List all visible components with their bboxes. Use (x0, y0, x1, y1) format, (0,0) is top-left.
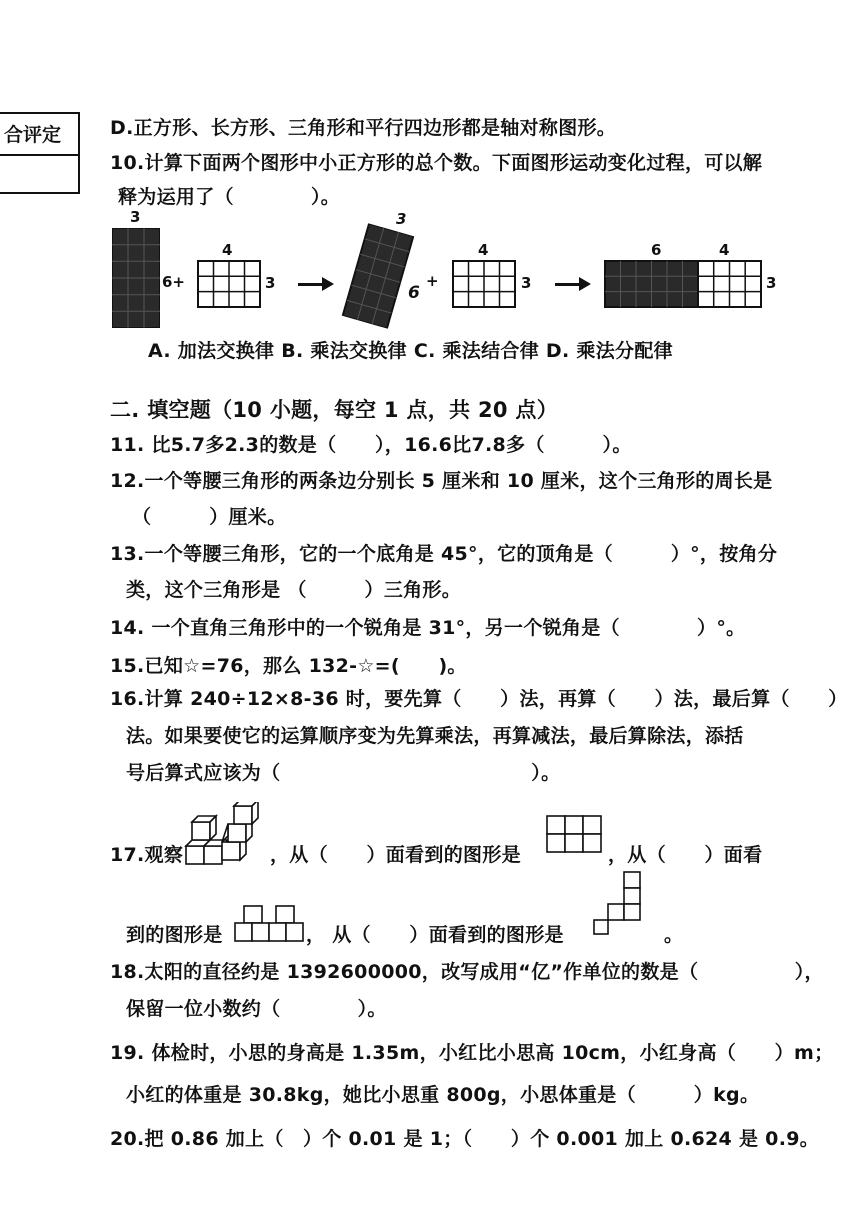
score-box (0, 112, 80, 194)
q10-line2: 释为运用了（ ）。 (118, 186, 341, 208)
q13-line2: 类，这个三角形是 （ ）三角形。 (126, 579, 462, 601)
q18-line2: 保留一位小数约（ ）。 (126, 998, 387, 1020)
q12-line1: 12.一个等腰三角形的两条边分别长 5 厘米和 10 厘米，这个三角形的周长是 (110, 470, 773, 492)
fig-b-top-label: 4 (222, 241, 233, 259)
q17-part3: ，从（ ）面看 (608, 844, 763, 866)
q16-line3: 号后算式应该为（ ）。 (126, 762, 561, 784)
q17-part1: 17.观察 (110, 844, 184, 866)
fig-c-plus: + (426, 272, 439, 290)
q10-options: A. 加法交换律 B. 乘法交换律 C. 乘法结合律 D. 乘法分配律 (148, 340, 673, 362)
fig-a-dark-grid (112, 228, 160, 328)
q9-option-d: D.正方形、长方形、三角形和平行四边形都是轴对称图形。 (110, 117, 617, 139)
section-2-heading: 二. 填空题（10 小题，每空 1 点，共 20 点） (110, 398, 559, 422)
q17-part6: 。 (664, 924, 684, 946)
fig-b-side-label: 3 (265, 274, 276, 292)
fig-e-top-label-4: 4 (719, 241, 730, 259)
q10-line1: 10.计算下面两个图形中小正方形的总个数。下面图形运动变化过程，可以解 (110, 152, 763, 174)
fig-c-top-label: 3 (396, 210, 407, 228)
q19-line2: 小红的体重是 30.8kg，她比小思重 800g，小思体重是（ ）kg。 (126, 1084, 760, 1106)
q20: 20.把 0.86 加上（ ）个 0.01 是 1；（ ）个 0.001 加上 0.624 是 0.9。 (110, 1128, 820, 1150)
fig-d-white-grid (452, 260, 516, 308)
score-box-label: 合评定 (0, 114, 78, 156)
fig-e-side-label: 3 (766, 274, 777, 292)
q16-line1: 16.计算 240÷12×8-36 时，要先算（ ）法，再算（ ）法，最后算（ ） (110, 688, 848, 710)
q11: 11. 比5.7多2.3的数是（ ），16.6比7.8多（ ）。 (110, 434, 632, 456)
fig-a-side-label: 6+ (162, 273, 186, 291)
fig-e-top-label-6: 6 (651, 241, 662, 259)
q17-view-figure-1 (546, 815, 604, 855)
q16-line2: 法。如果要使它的运算顺序变为先算乘法，再算减法，最后算除法，添括 (126, 725, 744, 747)
fig-a-top-label: 3 (130, 208, 141, 226)
arrow-2 (555, 283, 581, 286)
q17-view-figure-2 (234, 904, 304, 944)
q15: 15.已知☆=76，那么 132-☆=( )。 (110, 655, 467, 677)
fig-e-combined-grid (604, 260, 762, 308)
q17-view-figure-3 (592, 870, 644, 938)
fig-b-white-grid (197, 260, 261, 308)
q17-part5: ， 从（ ）面看到的图形是 (306, 924, 564, 946)
q18-line1: 18.太阳的直径约是 1392600000，改写成用“亿”作单位的数是（ ）， (110, 961, 824, 983)
fig-d-top-label: 4 (478, 241, 489, 259)
arrow-1 (298, 283, 324, 286)
q14: 14. 一个直角三角形中的一个锐角是 31°，另一个锐角是（ ）°。 (110, 617, 746, 639)
q17-part4: 到的图形是 (126, 924, 223, 946)
fig-d-side-label: 3 (521, 274, 532, 292)
q13-line1: 13.一个等腰三角形，它的一个底角是 45°，它的顶角是（ ）°，按角分 (110, 543, 778, 565)
q12-line2: （ ）厘米。 (132, 506, 287, 528)
q17-cube-stack-figure (182, 802, 262, 868)
fig-c-rotated-dark-grid (340, 223, 416, 330)
fig-c-side-label: 6 (408, 283, 420, 303)
q19-line1: 19. 体检时，小思的身高是 1.35m，小红比小思高 10cm，小红身高（ ）m； (110, 1042, 834, 1064)
q17-part2: ，从（ ）面看到的图形是 (270, 844, 521, 866)
